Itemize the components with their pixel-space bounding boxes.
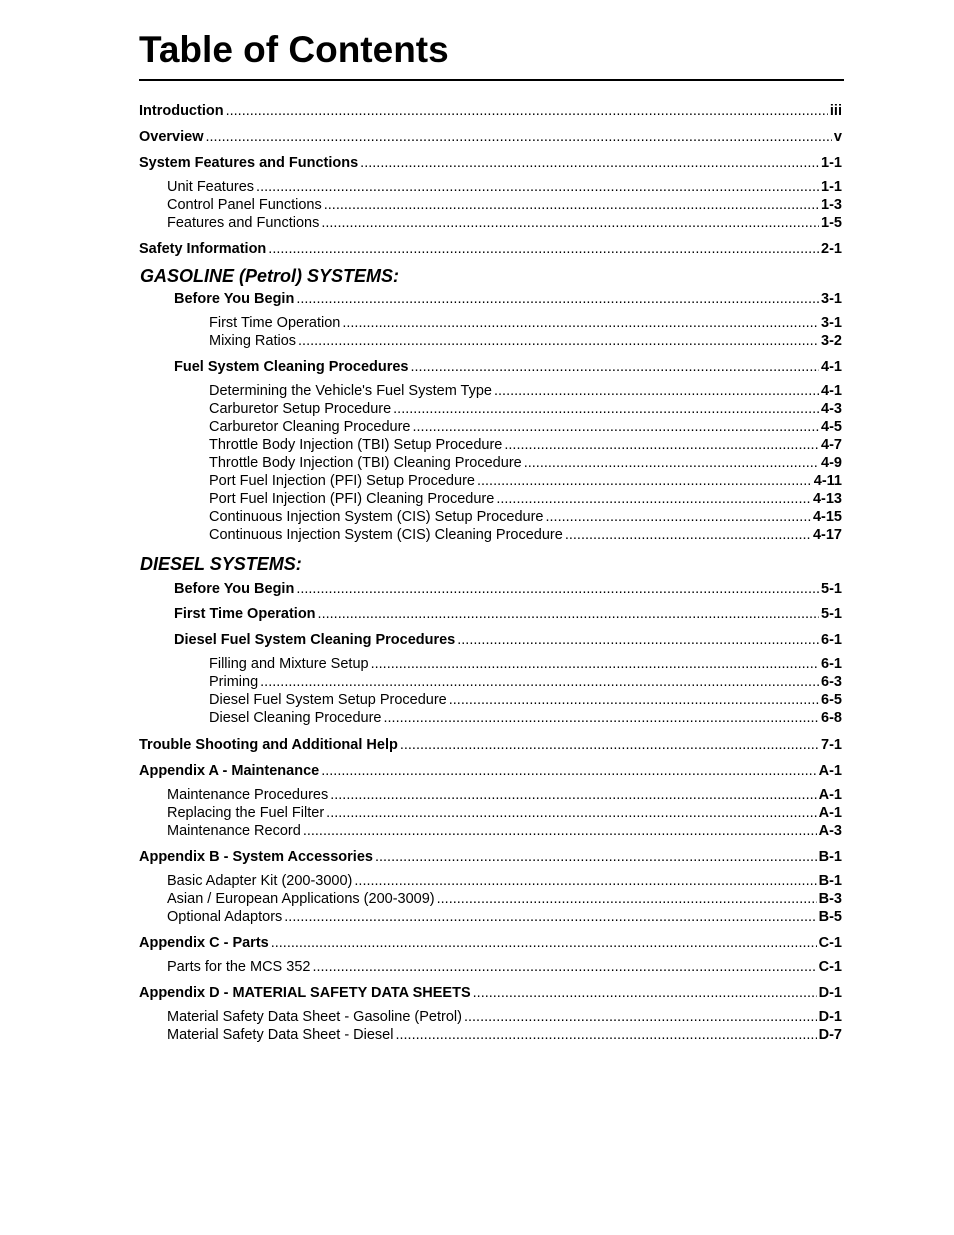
toc-entry[interactable] bbox=[139, 631, 842, 649]
toc-entry-page-number: D-1 bbox=[818, 1009, 842, 1025]
toc-entry-page-number: 4-9 bbox=[821, 455, 842, 471]
dot-leader bbox=[384, 709, 820, 727]
toc-entry-page-number: 4-1 bbox=[821, 383, 842, 399]
toc-entry-page-number: 1-1 bbox=[821, 179, 842, 195]
page-title: Table of Contents bbox=[139, 29, 449, 70]
toc-entry-page-number: 3-1 bbox=[821, 315, 842, 331]
dot-leader bbox=[268, 240, 819, 258]
toc-entry[interactable] bbox=[139, 314, 842, 332]
toc-entry-title: Carburetor Cleaning Procedure bbox=[209, 419, 411, 435]
toc-entry-title: Control Panel Functions bbox=[167, 197, 322, 213]
toc-entry[interactable] bbox=[139, 709, 842, 727]
toc-entry-title: Diesel Fuel System Setup Procedure bbox=[209, 692, 447, 708]
toc-entry[interactable] bbox=[139, 984, 842, 1002]
dot-leader bbox=[449, 691, 819, 709]
toc-entry-title: Diesel Cleaning Procedure bbox=[209, 710, 382, 726]
toc-entry-page-number: 3-2 bbox=[821, 333, 842, 349]
toc-entry-page-number: 6-1 bbox=[821, 632, 842, 648]
toc-entry[interactable] bbox=[139, 958, 842, 976]
toc-entry[interactable] bbox=[139, 128, 842, 146]
toc-entry[interactable] bbox=[139, 102, 842, 120]
toc-entry-title: Throttle Body Injection (TBI) Setup Procedure bbox=[209, 437, 503, 453]
toc-entry-page-number: 2-1 bbox=[821, 241, 842, 257]
toc-entry-page-number: 1-1 bbox=[821, 155, 842, 171]
dot-leader bbox=[284, 908, 816, 926]
toc-entry-title: Carburetor Setup Procedure bbox=[209, 401, 392, 417]
toc-entry[interactable] bbox=[139, 490, 842, 508]
dot-leader bbox=[330, 786, 816, 804]
table-of-contents bbox=[139, 102, 842, 1044]
toc-entry-page-number: 4-15 bbox=[812, 509, 842, 525]
toc-entry-page-number: A-1 bbox=[818, 787, 842, 803]
toc-entry-title: First Time Operation bbox=[174, 606, 316, 622]
toc-entry-title: Features and Functions bbox=[167, 215, 320, 231]
toc-entry-page-number: iii bbox=[829, 103, 842, 119]
dot-leader bbox=[296, 290, 819, 308]
dot-leader bbox=[464, 1008, 817, 1026]
toc-entry-title: Continuous Injection System (CIS) Cleaning Procedure bbox=[209, 527, 563, 543]
toc-entry[interactable] bbox=[139, 822, 842, 840]
toc-entry-page-number: B-5 bbox=[818, 909, 842, 925]
dot-leader bbox=[524, 454, 819, 472]
toc-entry-title: Appendix C - Parts bbox=[139, 935, 269, 951]
dot-leader bbox=[318, 605, 819, 623]
dot-leader bbox=[354, 872, 816, 890]
toc-entry[interactable] bbox=[139, 655, 842, 673]
toc-entry-page-number: D-1 bbox=[818, 985, 842, 1001]
toc-entry-page-number: A-3 bbox=[818, 823, 842, 839]
toc-entry[interactable] bbox=[139, 580, 842, 598]
toc-entry-page-number: 4-5 bbox=[821, 419, 842, 435]
toc-entry[interactable] bbox=[139, 400, 842, 418]
toc-entry-title: Introduction bbox=[139, 103, 224, 119]
toc-entry-page-number: 6-5 bbox=[821, 692, 842, 708]
dot-leader bbox=[260, 673, 819, 691]
toc-entry-title: Parts for the MCS 352 bbox=[167, 959, 311, 975]
dot-leader bbox=[477, 472, 812, 490]
toc-entry[interactable] bbox=[139, 382, 842, 400]
toc-entry[interactable] bbox=[139, 332, 842, 350]
dot-leader bbox=[360, 154, 819, 172]
toc-entry-title: Maintenance Procedures bbox=[167, 787, 329, 803]
toc-entry-page-number: 5-1 bbox=[821, 606, 842, 622]
toc-entry[interactable] bbox=[139, 1008, 842, 1026]
dot-leader bbox=[565, 526, 811, 544]
toc-entry[interactable] bbox=[139, 240, 842, 258]
section-heading: DIESEL SYSTEMS: bbox=[140, 554, 302, 574]
toc-entry-title: Unit Features bbox=[167, 179, 255, 195]
toc-entry[interactable] bbox=[139, 290, 842, 308]
toc-entry-title: Before You Begin bbox=[174, 581, 295, 597]
toc-entry-title: Appendix A - Maintenance bbox=[139, 763, 320, 779]
toc-entry[interactable] bbox=[139, 736, 842, 754]
toc-entry-title: Asian / European Applications (200-3009) bbox=[167, 891, 435, 907]
toc-entry-title: Appendix B - System Accessories bbox=[139, 849, 373, 865]
toc-entry-page-number: B-3 bbox=[818, 891, 842, 907]
dot-leader bbox=[494, 382, 819, 400]
toc-entry-title: First Time Operation bbox=[209, 315, 341, 331]
dot-leader bbox=[226, 102, 828, 120]
toc-entry-title: Material Safety Data Sheet - Gasoline (Petrol) bbox=[167, 1009, 462, 1025]
toc-entry-title: Maintenance Record bbox=[167, 823, 301, 839]
toc-entry-title: Overview bbox=[139, 129, 204, 145]
toc-entry-title: Determining the Vehicle's Fuel System Type bbox=[209, 383, 492, 399]
toc-entry-page-number: 1-5 bbox=[821, 215, 842, 231]
dot-leader bbox=[271, 934, 817, 952]
toc-entry[interactable] bbox=[139, 872, 842, 890]
dot-leader bbox=[395, 1026, 816, 1044]
toc-entry[interactable] bbox=[139, 358, 842, 376]
toc-entry[interactable] bbox=[139, 762, 842, 780]
toc-entry-page-number: 4-13 bbox=[812, 491, 842, 507]
toc-entry-page-number: B-1 bbox=[818, 849, 842, 865]
dot-leader bbox=[321, 762, 816, 780]
toc-entry-page-number: B-1 bbox=[818, 873, 842, 889]
dot-leader bbox=[206, 128, 832, 146]
toc-entry[interactable] bbox=[139, 848, 842, 866]
toc-entry-title: Port Fuel Injection (PFI) Cleaning Procedure bbox=[209, 491, 495, 507]
title-divider bbox=[139, 79, 844, 81]
toc-entry-page-number: 4-17 bbox=[812, 527, 842, 543]
toc-entry[interactable] bbox=[139, 178, 842, 196]
toc-entry[interactable] bbox=[139, 436, 842, 454]
toc-entry[interactable] bbox=[139, 214, 842, 232]
toc-entry-page-number: v bbox=[833, 129, 842, 145]
toc-entry-title: Before You Begin bbox=[174, 291, 295, 307]
toc-entry-page-number: 4-1 bbox=[821, 359, 842, 375]
toc-entry-title: Trouble Shooting and Additional Help bbox=[139, 737, 398, 753]
dot-leader bbox=[298, 332, 819, 350]
toc-entry-title: Throttle Body Injection (TBI) Cleaning Procedure bbox=[209, 455, 522, 471]
toc-entry-page-number: 7-1 bbox=[821, 737, 842, 753]
toc-entry-page-number: 6-8 bbox=[821, 710, 842, 726]
toc-entry-page-number: D-7 bbox=[818, 1027, 842, 1043]
toc-entry-page-number: 3-1 bbox=[821, 291, 842, 307]
toc-entry[interactable] bbox=[139, 934, 842, 952]
toc-entry-page-number: 4-11 bbox=[813, 473, 842, 489]
dot-leader bbox=[504, 436, 819, 454]
dot-leader bbox=[545, 508, 810, 526]
dot-leader bbox=[324, 196, 819, 214]
toc-entry-title: Basic Adapter Kit (200-3000) bbox=[167, 873, 353, 889]
toc-entry-page-number: 4-7 bbox=[821, 437, 842, 453]
toc-entry-title: Appendix D - MATERIAL SAFETY DATA SHEETS bbox=[139, 985, 471, 1001]
toc-entry-title: Mixing Ratios bbox=[209, 333, 297, 349]
toc-entry[interactable] bbox=[139, 786, 842, 804]
dot-leader bbox=[326, 804, 816, 822]
toc-entry[interactable] bbox=[139, 472, 842, 490]
dot-leader bbox=[371, 655, 819, 673]
dot-leader bbox=[256, 178, 819, 196]
dot-leader bbox=[457, 631, 819, 649]
toc-entry[interactable] bbox=[139, 526, 842, 544]
toc-entry[interactable] bbox=[139, 154, 842, 172]
toc-entry[interactable] bbox=[139, 605, 842, 623]
toc-entry[interactable] bbox=[139, 508, 842, 526]
dot-leader bbox=[342, 314, 819, 332]
toc-entry[interactable] bbox=[139, 196, 842, 214]
toc-entry[interactable] bbox=[139, 454, 842, 472]
toc-entry-page-number: 1-3 bbox=[821, 197, 842, 213]
dot-leader bbox=[296, 580, 819, 598]
toc-entry-page-number: A-1 bbox=[818, 763, 842, 779]
toc-entry-page-number: C-1 bbox=[818, 959, 842, 975]
toc-entry-title: Port Fuel Injection (PFI) Setup Procedure bbox=[209, 473, 475, 489]
toc-entry-page-number: 6-3 bbox=[821, 674, 842, 690]
toc-entry[interactable] bbox=[139, 691, 842, 709]
dot-leader bbox=[400, 736, 819, 754]
toc-entry-title: Priming bbox=[209, 674, 259, 690]
toc-entry-page-number: 6-1 bbox=[821, 656, 842, 672]
dot-leader bbox=[321, 214, 819, 232]
toc-entry[interactable] bbox=[139, 804, 842, 822]
toc-entry-page-number: C-1 bbox=[818, 935, 842, 951]
dot-leader bbox=[413, 418, 820, 436]
dot-leader bbox=[312, 958, 816, 976]
toc-entry-page-number: A-1 bbox=[818, 805, 842, 821]
dot-leader bbox=[496, 490, 811, 508]
dot-leader bbox=[303, 822, 817, 840]
dot-leader bbox=[375, 848, 817, 866]
toc-entry-title: Filling and Mixture Setup bbox=[209, 656, 369, 672]
dot-leader bbox=[393, 400, 819, 418]
dot-leader bbox=[473, 984, 817, 1002]
toc-entry-title: Fuel System Cleaning Procedures bbox=[174, 359, 409, 375]
toc-entry[interactable] bbox=[139, 673, 842, 691]
toc-entry-title: Diesel Fuel System Cleaning Procedures bbox=[174, 632, 456, 648]
toc-entry-title: Safety Information bbox=[139, 241, 267, 257]
toc-entry[interactable] bbox=[139, 908, 842, 926]
toc-entry-title: Optional Adaptors bbox=[167, 909, 283, 925]
toc-entry-page-number: 4-3 bbox=[821, 401, 842, 417]
dot-leader bbox=[411, 358, 820, 376]
toc-entry-title: Material Safety Data Sheet - Diesel bbox=[167, 1027, 394, 1043]
toc-entry-title: Replacing the Fuel Filter bbox=[167, 805, 325, 821]
toc-entry[interactable] bbox=[139, 890, 842, 908]
toc-entry[interactable] bbox=[139, 1026, 842, 1044]
toc-entry-title: Continuous Injection System (CIS) Setup Procedure bbox=[209, 509, 544, 525]
dot-leader bbox=[437, 890, 817, 908]
toc-entry-title: System Features and Functions bbox=[139, 155, 359, 171]
toc-entry[interactable] bbox=[139, 418, 842, 436]
toc-entry-page-number: 5-1 bbox=[821, 581, 842, 597]
section-heading: GASOLINE (Petrol) SYSTEMS: bbox=[140, 266, 400, 286]
